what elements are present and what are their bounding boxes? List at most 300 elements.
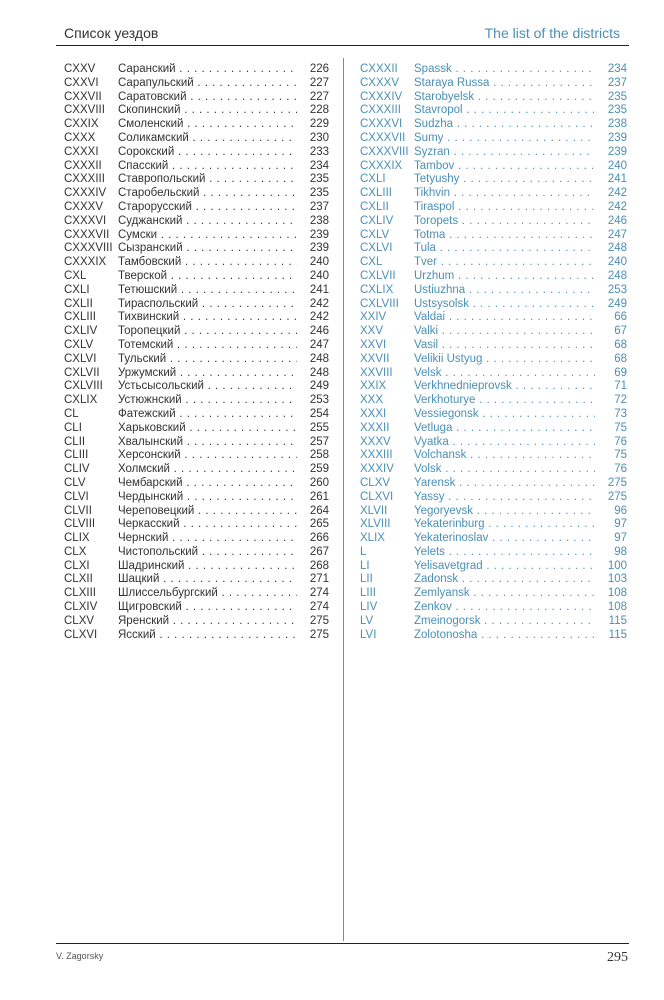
list-item bbox=[64, 546, 329, 560]
list-item bbox=[360, 367, 627, 381]
district-number: CXXXI bbox=[64, 145, 99, 158]
district-number: XXIV bbox=[360, 311, 387, 324]
list-item bbox=[64, 104, 329, 118]
page-reference: 234 bbox=[309, 159, 329, 172]
page-number: 295 bbox=[607, 950, 628, 965]
district-number: LV bbox=[360, 614, 374, 627]
list-item bbox=[64, 601, 329, 615]
list-item bbox=[360, 118, 627, 132]
page-reference: 115 bbox=[608, 614, 627, 627]
district-name: Сарапульский . . . bbox=[118, 77, 297, 91]
district-number: LIV bbox=[360, 601, 378, 614]
list-item bbox=[64, 615, 329, 629]
list-item bbox=[360, 532, 627, 546]
district-name: Ustiuzhna . . . bbox=[414, 284, 595, 298]
district-name: Volsk . . . bbox=[414, 463, 595, 477]
district-number: XLVIII bbox=[360, 518, 391, 531]
page-reference: 249 bbox=[309, 380, 329, 393]
header-rule bbox=[56, 45, 629, 46]
district-name: Щигровский . . . bbox=[118, 601, 297, 615]
list-item bbox=[64, 408, 329, 422]
district-number: XXVIII bbox=[360, 366, 393, 379]
district-number: CXL bbox=[64, 269, 87, 282]
page-reference: 240 bbox=[309, 269, 329, 282]
page-reference: 247 bbox=[607, 228, 627, 241]
district-name: Volchansk . . . bbox=[414, 449, 595, 463]
district-name: Tikhvin . . . bbox=[414, 187, 595, 201]
district-number: XXIX bbox=[360, 380, 387, 393]
list-item bbox=[360, 449, 627, 463]
district-name: Spassk . . . bbox=[414, 63, 595, 77]
district-number: CLXII bbox=[64, 573, 93, 586]
header-title-english: The list of the districts bbox=[484, 25, 620, 41]
district-name: Vessiegonsk . . . bbox=[414, 408, 595, 422]
district-number: LII bbox=[360, 573, 373, 586]
district-name: Verkhnedniepr​ovsk . . . bbox=[414, 380, 595, 394]
district-number: CXLIII bbox=[360, 187, 392, 200]
list-item bbox=[64, 491, 329, 505]
district-number: CLVIII bbox=[64, 518, 96, 531]
page-reference: 260 bbox=[309, 476, 329, 489]
list-item bbox=[64, 118, 329, 132]
list-item bbox=[64, 629, 329, 643]
district-number: CXXXII bbox=[360, 63, 398, 75]
footer-author: V. Zagorsky bbox=[56, 951, 104, 961]
district-name: Yekaterinburg . . . bbox=[414, 518, 595, 532]
district-number: XXXV bbox=[360, 435, 391, 448]
district-name: Yelisavetgrad . . . bbox=[414, 560, 595, 574]
district-number: CXXX bbox=[64, 131, 96, 144]
page-reference: 108 bbox=[607, 587, 627, 600]
page-reference: 233 bbox=[309, 145, 329, 158]
list-item bbox=[360, 201, 627, 215]
district-name: Сызранский . . . bbox=[118, 242, 297, 256]
district-name: Zmeinogorsk . . . bbox=[414, 615, 595, 629]
district-number: CXLIV bbox=[360, 214, 394, 227]
district-name: Тамбовский . . . bbox=[118, 256, 297, 270]
page-reference: 75 bbox=[614, 449, 627, 462]
list-item bbox=[360, 63, 627, 77]
page-reference: 242 bbox=[309, 311, 329, 324]
district-number: CLXVI bbox=[360, 490, 394, 503]
list-item bbox=[64, 311, 329, 325]
district-number: CXXVII bbox=[64, 90, 102, 103]
district-number: CLXI bbox=[64, 559, 90, 572]
district-name: Старорусский . . . bbox=[118, 201, 297, 215]
district-number: CXLIX bbox=[64, 394, 98, 407]
district-name: Шацкий . . . bbox=[118, 573, 297, 587]
district-number: CL bbox=[64, 407, 79, 420]
district-name: Тотемский . . . bbox=[118, 339, 297, 353]
district-number: CXXXIII bbox=[360, 104, 401, 117]
page-reference: 226 bbox=[309, 63, 329, 75]
page-reference: 249 bbox=[607, 297, 627, 310]
district-number: CXXXII bbox=[64, 159, 102, 172]
list-item bbox=[64, 270, 329, 284]
list-item bbox=[360, 546, 627, 560]
page-reference: 239 bbox=[309, 242, 329, 255]
district-number: CLXVI bbox=[64, 628, 98, 641]
district-name: Zemlyansk . . . bbox=[414, 587, 595, 601]
district-name: Yelets . . . bbox=[414, 546, 595, 560]
header-title-russian: Список уездов bbox=[64, 25, 159, 41]
district-name: Уржумский . . . bbox=[118, 367, 297, 381]
district-name: Zenkov . . . bbox=[414, 601, 595, 615]
district-number: CXLIV bbox=[64, 325, 98, 338]
list-item bbox=[360, 339, 627, 353]
district-name: Харьковский . . . bbox=[118, 422, 297, 436]
page-reference: 239 bbox=[607, 131, 627, 144]
page-reference: 265 bbox=[309, 518, 329, 531]
district-number: CXXIX bbox=[64, 118, 99, 131]
district-name: Tula . . . bbox=[414, 242, 595, 256]
list-item bbox=[360, 146, 627, 160]
page-reference: 241 bbox=[607, 173, 627, 186]
list-item bbox=[360, 104, 627, 118]
list-item bbox=[360, 491, 627, 505]
list-item bbox=[64, 215, 329, 229]
list-item bbox=[64, 242, 329, 256]
page-reference: 76 bbox=[614, 463, 627, 476]
page-reference: 258 bbox=[309, 449, 329, 462]
district-number: CXLII bbox=[360, 200, 389, 213]
district-number: LVI bbox=[360, 628, 377, 641]
district-name: Устьсысольский . . . bbox=[118, 380, 297, 394]
column-divider bbox=[343, 58, 344, 941]
page-reference: 247 bbox=[309, 338, 329, 351]
list-item bbox=[64, 449, 329, 463]
district-name: Valdai . . . bbox=[414, 311, 595, 325]
district-name: Tiraspol . . . bbox=[414, 201, 595, 215]
list-item bbox=[64, 394, 329, 408]
russian-district-list bbox=[64, 63, 329, 642]
list-item bbox=[360, 587, 627, 601]
district-number: XXXIII bbox=[360, 449, 393, 462]
list-item bbox=[64, 505, 329, 519]
district-number: CXLVII bbox=[360, 269, 396, 282]
district-number: CXLIII bbox=[64, 311, 96, 324]
page-reference: 261 bbox=[309, 490, 329, 503]
district-name: Velsk . . . bbox=[414, 367, 595, 381]
list-item bbox=[64, 298, 329, 312]
district-number: CXXXIII bbox=[64, 173, 105, 186]
district-name: Тверской . . . bbox=[118, 270, 297, 284]
district-number: CXXXIX bbox=[360, 159, 403, 172]
page-reference: 108 bbox=[607, 601, 627, 614]
district-number: CXXVI bbox=[64, 76, 99, 89]
district-name: Соликамский . . . bbox=[118, 132, 297, 146]
list-item bbox=[360, 436, 627, 450]
page-reference: 238 bbox=[309, 214, 329, 227]
district-name: Vetluga . . . bbox=[414, 422, 595, 436]
english-district-list bbox=[360, 63, 627, 642]
list-item bbox=[64, 229, 329, 243]
district-name: Саранский . . . bbox=[118, 63, 297, 77]
district-number: CXXXVII bbox=[64, 228, 110, 241]
list-item bbox=[360, 394, 627, 408]
district-name: Сорокский . . . bbox=[118, 146, 297, 160]
district-name: Urzhum . . . bbox=[414, 270, 595, 284]
page-reference: 264 bbox=[309, 504, 329, 517]
list-item bbox=[360, 422, 627, 436]
page-reference: 248 bbox=[607, 242, 627, 255]
list-item bbox=[360, 77, 627, 91]
district-name: Хвалынский . . . bbox=[118, 436, 297, 450]
page-reference: 275 bbox=[309, 628, 329, 641]
list-item bbox=[64, 573, 329, 587]
page-reference: 98 bbox=[614, 545, 627, 558]
list-item bbox=[64, 353, 329, 367]
page-reference: 103 bbox=[607, 573, 627, 586]
district-number: CLIX bbox=[64, 532, 90, 545]
district-name: Velikii Ustyug . . . bbox=[414, 353, 595, 367]
page-reference: 275 bbox=[309, 614, 329, 627]
list-item bbox=[64, 422, 329, 436]
district-number: CXLIX bbox=[360, 283, 394, 296]
list-item bbox=[64, 91, 329, 105]
district-number: CLXIII bbox=[64, 587, 96, 600]
list-item bbox=[360, 132, 627, 146]
list-item bbox=[360, 601, 627, 615]
page-reference: 253 bbox=[607, 283, 627, 296]
list-item bbox=[64, 477, 329, 491]
page-reference: 267 bbox=[309, 545, 329, 558]
page-reference: 235 bbox=[309, 187, 329, 200]
district-number: CXL bbox=[360, 256, 383, 269]
district-number: CXLVI bbox=[360, 242, 393, 255]
district-name: Starobyelsk . . . bbox=[414, 91, 595, 105]
district-number: CLVI bbox=[64, 490, 89, 503]
page-reference: 242 bbox=[309, 297, 329, 310]
page-reference: 97 bbox=[614, 532, 627, 545]
district-name: Тираспольский . . . bbox=[118, 298, 297, 312]
district-name: Тульский . . . bbox=[118, 353, 297, 367]
list-item bbox=[360, 173, 627, 187]
district-number: XXXI bbox=[360, 407, 387, 420]
district-name: Sudzha . . . bbox=[414, 118, 595, 132]
district-number: XXV bbox=[360, 325, 384, 338]
page-reference: 246 bbox=[309, 325, 329, 338]
district-number: CLVII bbox=[64, 504, 92, 517]
page-reference: 239 bbox=[309, 228, 329, 241]
page-reference: 254 bbox=[309, 407, 329, 420]
page-reference: 241 bbox=[309, 283, 329, 296]
list-item bbox=[64, 256, 329, 270]
list-item bbox=[360, 353, 627, 367]
district-name: Ставропольский . . . bbox=[118, 173, 297, 187]
page-reference: 239 bbox=[607, 145, 627, 158]
district-number: CXXV bbox=[64, 63, 96, 75]
page-reference: 234 bbox=[607, 63, 627, 75]
page-reference: 275 bbox=[607, 476, 627, 489]
page-reference: 266 bbox=[309, 532, 329, 545]
district-number: CXXXIX bbox=[64, 256, 107, 269]
district-number: CXXXV bbox=[64, 200, 103, 213]
page-reference: 227 bbox=[309, 90, 329, 103]
district-name: Tetyushy . . . bbox=[414, 173, 595, 187]
district-name: Sumy . . . bbox=[414, 132, 595, 146]
page-reference: 72 bbox=[614, 394, 627, 407]
district-number: XLIX bbox=[360, 532, 385, 545]
list-item bbox=[360, 160, 627, 174]
page-reference: 237 bbox=[309, 200, 329, 213]
page-reference: 237 bbox=[607, 76, 627, 89]
district-name: Херсонский . . . bbox=[118, 449, 297, 463]
list-item bbox=[360, 242, 627, 256]
district-number: XXVII bbox=[360, 352, 390, 365]
list-item bbox=[360, 573, 627, 587]
footer-rule bbox=[56, 943, 629, 944]
district-name: Скопинский . . . bbox=[118, 104, 297, 118]
list-item bbox=[360, 215, 627, 229]
district-name: Zadonsk . . . bbox=[414, 573, 595, 587]
list-item bbox=[64, 160, 329, 174]
district-name: Ясский . . . bbox=[118, 629, 297, 643]
list-item bbox=[64, 380, 329, 394]
district-number: XXX bbox=[360, 394, 384, 407]
page-reference: 248 bbox=[309, 352, 329, 365]
list-item bbox=[64, 560, 329, 574]
district-name: Смоленский . . . bbox=[118, 118, 297, 132]
district-number: CXLI bbox=[64, 283, 90, 296]
district-name: Саратовский . . . bbox=[118, 91, 297, 105]
list-item bbox=[360, 560, 627, 574]
list-item bbox=[360, 408, 627, 422]
district-name: Ustsysolsk . . . bbox=[414, 298, 595, 312]
list-item bbox=[64, 436, 329, 450]
district-name: Тетюшский . . . bbox=[118, 284, 297, 298]
district-number: CLIII bbox=[64, 449, 89, 462]
page-reference: 274 bbox=[309, 587, 329, 600]
list-item bbox=[360, 187, 627, 201]
district-name: Чердынский . . . bbox=[118, 491, 297, 505]
list-item bbox=[64, 587, 329, 601]
list-item bbox=[64, 325, 329, 339]
page-reference: 75 bbox=[614, 421, 627, 434]
district-number: CXLVIII bbox=[64, 380, 103, 393]
page-reference: 67 bbox=[614, 325, 627, 338]
district-name: Yegoryevsk . . . bbox=[414, 505, 595, 519]
list-item bbox=[360, 477, 627, 491]
page-reference: 230 bbox=[309, 131, 329, 144]
district-name: Syzran . . . bbox=[414, 146, 595, 160]
page-reference: 240 bbox=[607, 256, 627, 269]
list-item bbox=[360, 615, 627, 629]
district-name: Staraya Russa . . . bbox=[414, 77, 595, 91]
district-number: XXXIV bbox=[360, 463, 394, 476]
district-number: CLXIV bbox=[64, 601, 98, 614]
district-name: Vyatka . . . bbox=[414, 436, 595, 450]
page-reference: 238 bbox=[607, 118, 627, 131]
district-number: L bbox=[360, 545, 367, 558]
district-number: CXLVI bbox=[64, 352, 97, 365]
district-number: XXVI bbox=[360, 338, 387, 351]
district-name: Череповецкий . . . bbox=[118, 505, 297, 519]
district-name: Чембарский . . . bbox=[118, 477, 297, 491]
district-number: CXXXVII bbox=[360, 131, 406, 144]
page-reference: 227 bbox=[309, 76, 329, 89]
district-number: CLXV bbox=[64, 614, 95, 627]
district-name: Yassy . . . bbox=[414, 491, 595, 505]
list-item bbox=[360, 298, 627, 312]
page-reference: 235 bbox=[309, 173, 329, 186]
district-name: Устюжнский . . . bbox=[118, 394, 297, 408]
district-name: Valki . . . bbox=[414, 325, 595, 339]
district-name: Яренский . . . bbox=[118, 615, 297, 629]
district-name: Фатежский . . . bbox=[118, 408, 297, 422]
page-reference: 242 bbox=[607, 187, 627, 200]
page-reference: 76 bbox=[614, 435, 627, 448]
district-number: CLII bbox=[64, 435, 86, 448]
district-number: CXXXVI bbox=[360, 118, 403, 131]
page-reference: 268 bbox=[309, 559, 329, 572]
district-name: Черкасский . . . bbox=[118, 518, 297, 532]
district-name: Tver . . . bbox=[414, 256, 595, 270]
page-reference: 253 bbox=[309, 394, 329, 407]
list-item bbox=[360, 270, 627, 284]
page-reference: 97 bbox=[614, 518, 627, 531]
list-item bbox=[64, 187, 329, 201]
page-reference: 271 bbox=[309, 573, 329, 586]
district-number: XLVII bbox=[360, 504, 388, 517]
page-reference: 240 bbox=[607, 159, 627, 172]
list-item bbox=[360, 256, 627, 270]
list-item bbox=[360, 325, 627, 339]
district-number: CXXVIII bbox=[64, 104, 105, 117]
page-reference: 229 bbox=[309, 118, 329, 131]
list-item bbox=[64, 532, 329, 546]
district-number: CLXV bbox=[360, 476, 391, 489]
district-number: CXXXVIII bbox=[360, 145, 409, 158]
list-item bbox=[64, 284, 329, 298]
list-item bbox=[64, 173, 329, 187]
district-name: Старобельский . . . bbox=[118, 187, 297, 201]
list-item bbox=[360, 518, 627, 532]
list-item bbox=[360, 311, 627, 325]
page-reference: 274 bbox=[309, 601, 329, 614]
page-reference: 115 bbox=[608, 628, 627, 641]
district-number: CXLV bbox=[64, 338, 94, 351]
district-number: CXXXVIII bbox=[64, 242, 113, 255]
district-number: CXXXIV bbox=[64, 187, 107, 200]
list-item bbox=[360, 229, 627, 243]
page-reference: 96 bbox=[614, 504, 627, 517]
list-item bbox=[360, 505, 627, 519]
page-reference: 240 bbox=[309, 256, 329, 269]
list-item bbox=[64, 132, 329, 146]
page-reference: 69 bbox=[614, 366, 627, 379]
page-reference: 235 bbox=[607, 104, 627, 117]
district-number: CLI bbox=[64, 421, 82, 434]
district-name: Шлиссельбургский . . . bbox=[118, 587, 297, 601]
district-name: Toropets . . . bbox=[414, 215, 595, 229]
district-name: Tambov . . . bbox=[414, 160, 595, 174]
district-name: Verkhoturye . . . bbox=[414, 394, 595, 408]
page-reference: 66 bbox=[614, 311, 627, 324]
district-name: Чистопольский . . . bbox=[118, 546, 297, 560]
district-name: Vasil . . . bbox=[414, 339, 595, 353]
page-reference: 255 bbox=[309, 421, 329, 434]
district-name: Yarensk . . . bbox=[414, 477, 595, 491]
district-name: Totma . . . bbox=[414, 229, 595, 243]
district-number: CLV bbox=[64, 476, 86, 489]
district-name: Тихвинский . . . bbox=[118, 311, 297, 325]
page-reference: 68 bbox=[614, 338, 627, 351]
district-name: Холмский . . . bbox=[118, 463, 297, 477]
page-reference: 248 bbox=[607, 269, 627, 282]
page-reference: 228 bbox=[309, 104, 329, 117]
list-item bbox=[360, 380, 627, 394]
